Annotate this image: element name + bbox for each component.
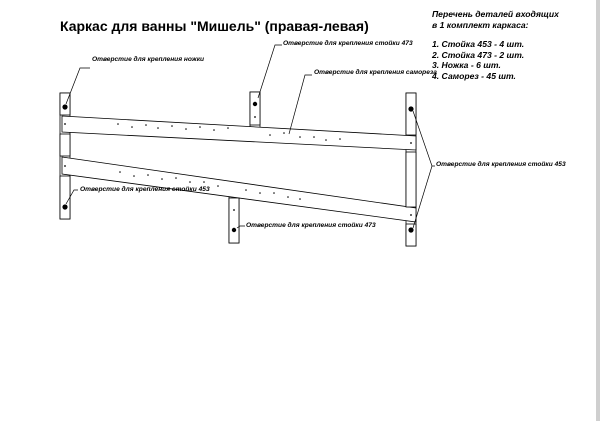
callout-post-453-hole-left: Отверстие для крепления стойки 453 bbox=[80, 186, 210, 193]
page-edge bbox=[596, 0, 600, 421]
leg-hole bbox=[232, 228, 236, 232]
leg-hole bbox=[253, 102, 257, 106]
parts-list-item: 1. Стойка 453 - 4 шт. bbox=[432, 39, 525, 49]
callout-post-473-hole-top: Отверстие для крепления стойки 473 bbox=[283, 40, 413, 47]
leg-hole bbox=[408, 227, 413, 232]
upper-beam bbox=[62, 116, 416, 150]
parts-list-heading-line1: Перечень деталей входящих bbox=[432, 9, 559, 19]
parts-list-item: 4. Саморез - 45 шт. bbox=[432, 70, 516, 81]
callout-post-473-hole-bottom: Отверстие для крепления стойки 473 bbox=[246, 222, 376, 229]
leg-hole bbox=[62, 104, 67, 109]
drawing-title: Каркас для ванны "Мишель" (правая-левая) bbox=[60, 18, 369, 34]
callout-screw-hole: Отверстие для крепления самореза bbox=[314, 69, 437, 76]
leg-hole bbox=[408, 106, 413, 111]
parts-list-item: 2. Стойка 473 - 2 шт. bbox=[432, 49, 525, 60]
parts-list-item: 3. Ножка - 6 шт. bbox=[432, 60, 501, 70]
parts-list-heading-line2: в 1 комплект каркаса: bbox=[432, 19, 529, 30]
callout-post-453-hole-right: Отверстие для крепления стойки 453 bbox=[436, 161, 566, 168]
callout-leg-hole: Отверстие для крепления ножки bbox=[92, 56, 205, 63]
leg-hole bbox=[62, 204, 67, 209]
